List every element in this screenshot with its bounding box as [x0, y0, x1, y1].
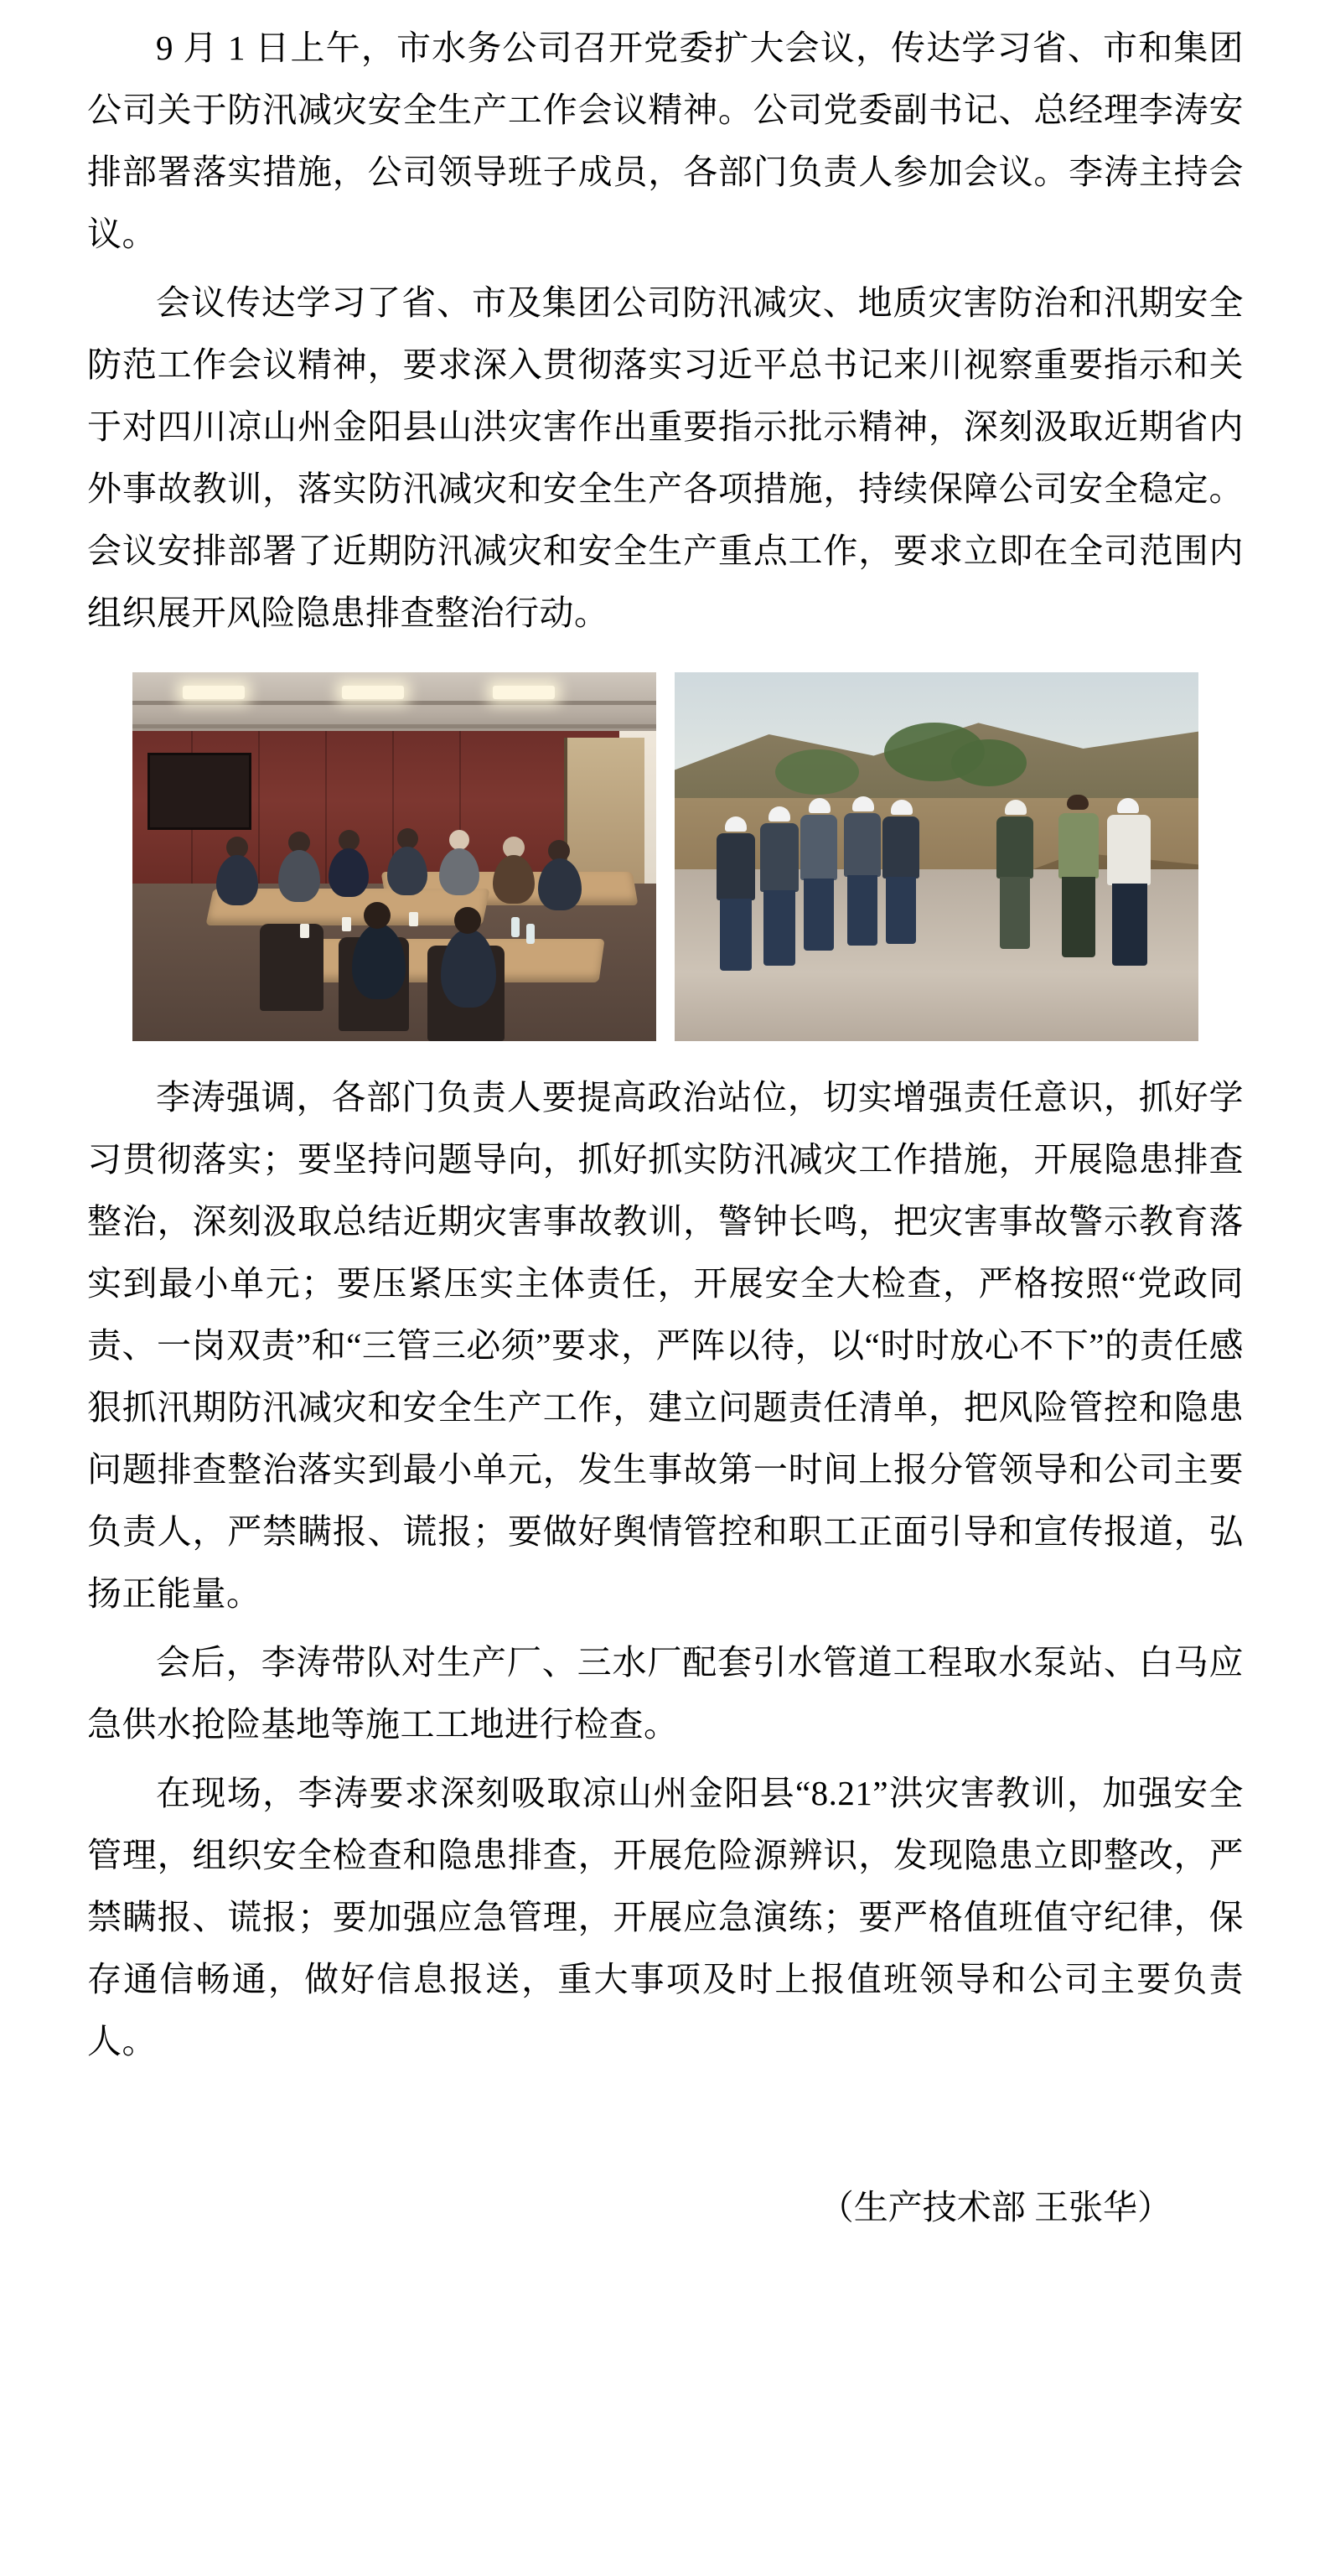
vegetation [775, 749, 859, 795]
worker-legs [886, 877, 916, 944]
worker-legs [1000, 877, 1030, 949]
water-bottle [511, 917, 520, 937]
ceiling-line [132, 724, 656, 728]
ceiling-light [493, 686, 555, 699]
attendee-head [454, 907, 481, 934]
figure-row [87, 672, 1244, 1041]
attendee-head [449, 830, 469, 850]
paragraph-5: 在现场，李涛要求深刻吸取凉山州金阳县“8.21”洪灾害教训，加强安全管理，组织安全检查和隐患排查，开展危险源辨识，发现隐患立即整改，严禁瞒报、谎报；要加强应急管理，开展应急演练；要严格值班值守纪律，保存通信畅通，做好信息报送，重大事项及时上报值班领导和公司主要负责人。 [87, 1774, 1244, 2060]
wall-panel-line [258, 731, 260, 886]
ceiling-line [132, 701, 656, 705]
worker-body [844, 813, 881, 877]
chair [260, 924, 323, 1011]
worker-legs [763, 890, 795, 966]
worker-body [760, 823, 799, 892]
document-body [87, 17, 1244, 2237]
cup [300, 924, 309, 938]
paragraph-2: 会议传达学习了省、市及集团公司防汛减灾、地质灾害防治和汛期安全防范工作会议精神，要求深入贯彻落实习近平总书记来川视察重要指示和关于对四川凉山州金阳县山洪灾害作出重要指示批示精神，深刻汲取近期省内外事故教训，落实防汛减灾和安全生产各项措施，持续保障公司安全稳定。会议安排部署了近期防汛减灾和安全生产重点工作，要求立即在全司范围内组织展开风险隐患排查整治行动。 [87, 283, 1244, 632]
wall-panel-line [325, 731, 327, 886]
signature: （生产技术部 王张华） [819, 2188, 1172, 2226]
worker-legs [847, 875, 877, 946]
worker-body [800, 815, 837, 880]
wall-screen [147, 753, 251, 830]
paragraph-3: 李涛强调，各部门负责人要提高政治站位，切实增强责任意识，抓好学习贯彻落实；要坚持问题导向，抓好抓实防汛减灾工作措施，开展隐患排查整治，深刻汲取总结近期灾害事故教训，警钟长鸣，把灾害事故警示教育落实到最小单元；要压紧压实主体责任，开展安全大检查，严格按照“党政同责、一岗双责”和“三管三必须”要求，严阵以待，以“时时放心不下”的责任感狠抓汛期防汛减灾和安全生产工作，建立问题责任清单，把风险管控和隐患问题排查整治落实到最小单元，发生事故第一时间上报分管领导和公司主要负责人，严禁瞒报、谎报；要做好舆情管控和职工正面引导和宣传报道，弘扬正能量。 [87, 1078, 1244, 1613]
water-bottle [526, 924, 535, 944]
ceiling-light [183, 686, 245, 699]
worker-body [1107, 815, 1151, 885]
vegetation [951, 739, 1027, 786]
worker-body [1058, 813, 1099, 879]
attendee-head [364, 902, 391, 929]
hair [1067, 795, 1089, 810]
worker-legs [720, 899, 752, 971]
ceiling-light [342, 686, 404, 699]
meeting-photo [132, 672, 656, 1041]
cup [342, 917, 351, 931]
worker-legs [1062, 877, 1095, 957]
worker-body [717, 833, 755, 900]
site-inspection-photo [675, 672, 1198, 1041]
worker-legs [1112, 884, 1147, 966]
worker-body [996, 816, 1033, 879]
paragraph-4: 会后，李涛带队对生产厂、三水厂配套引水管道工程取水泵站、白马应急供水抢险基地等施工工地进行检查。 [87, 1643, 1244, 1744]
cup [409, 912, 418, 926]
paragraph-1: 9 月 1 日上午，市水务公司召开党委扩大会议，传达学习省、市和集团公司关于防汛减灾安全生产工作会议精神。公司党委副书记、总经理李涛安排部署落实措施，公司领导班子成员，各部门负责人参加会议。李涛主持会议。 [87, 29, 1244, 253]
worker-body [882, 816, 919, 879]
worker-legs [804, 879, 834, 951]
